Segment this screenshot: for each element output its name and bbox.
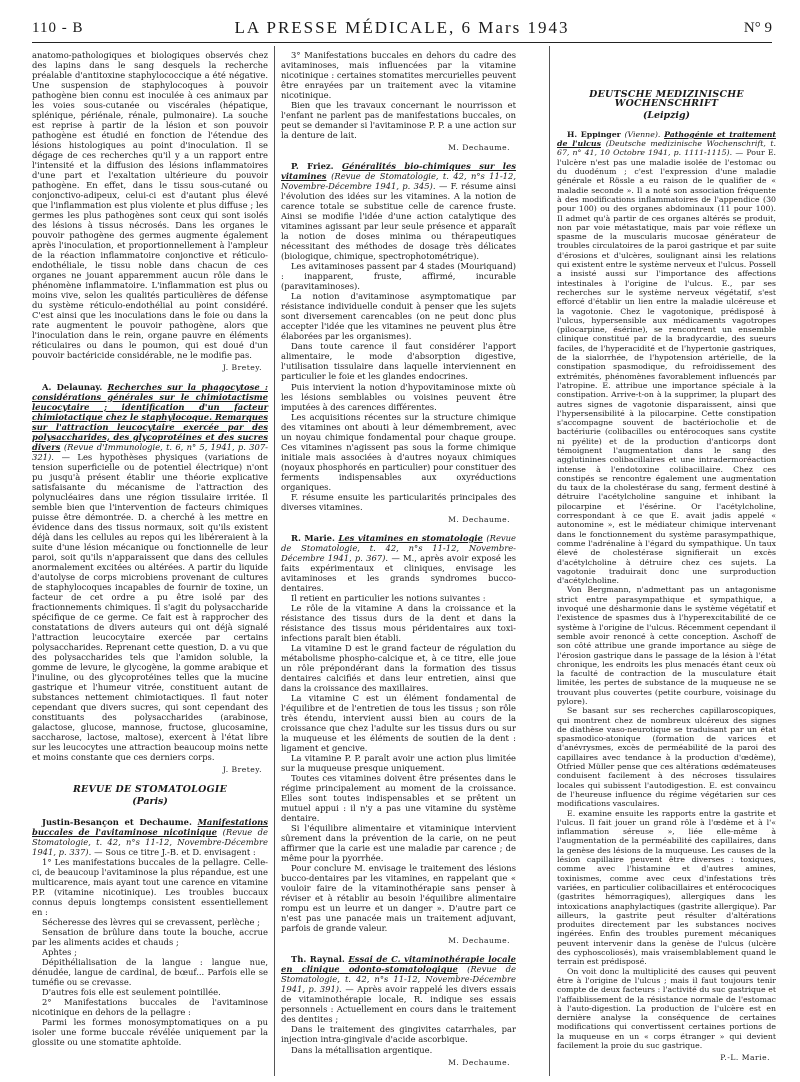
paragraph: D'autres fois elle est seulement pointillée. [42, 987, 221, 998]
paragraph: Les avitaminoses passent par 4 stades (Mouriquand) : inapparent, fruste, affirmé, incurable (paravitaminoses). [281, 261, 516, 292]
article-reference: (Revue de Stomatologie, t. 42, n°s 11-12, Novembre-Décembre 1941, p. 391). [281, 964, 516, 995]
paragraph: La vitamine D est le grand facteur de régulation du métabolisme phospho-calcique et, à ce titre, elle joue un rôle prépondérant dans la formation des tissus dentaires calcifiés et dans leur entretien, ainsi que dans la croissance des maxillaires. [281, 642, 516, 693]
section-title: REVUE DE STOMATOLOGIE [72, 784, 228, 796]
paragraph: 1° Les manifestations buccales de la pellagre. Celle-ci, de beaucoup l'avitaminose la plus répandue, est une multicarence, mais ayant tout une carence en vitamine P.P. (vitamine nicotinique). Les troubles buccaux connus depuis longtemps consistent essentiellement en : [32, 857, 268, 918]
author-location: (Vienne). [624, 129, 661, 139]
article-title: Recherches sur la phagocytose : considérations générales sur le chimiotactisme leucocytaire ; identification d'un facteur chimiotactique chez le staphylocoque. Remarques sur l'attraction leucocytaire exercée par des polysaccharides, des glycoprotéines et des sucres divers [32, 381, 268, 452]
article-reference: (Revue d'Immunologie, t. 6, n° 5, 1941, p. 307-321). [32, 441, 268, 462]
article-reference: (Revue de Stomatologie, t. 42, n°s 11-12, Novembre-Décembre 1941, p. 345). [281, 171, 516, 192]
article-title: Manifestations buccales de l'avitaminose nicotinique [32, 817, 268, 838]
paragraph: Se basant sur ses recherches capillaroscopiques, qui montrent chez de nombreux ulcéreux des signes de diathèse vaso-neurotique se traduisant par un état spasmodico-atonique (formation de varices et d'anévrysmes, excès de perméabilité de la paroi des capillaires avec tendance à la production d'œdème), Otfried Müller pense que ces altérations œdémateuses conduisent facilement à des nécroses tissulaires locales qui subissent l'autodigestion. E. est convaincu de l'heureuse influence du régime végétarien sur ces modifications vasculaires. [557, 706, 776, 809]
article-reference: (Revue de Stomatologie, t. 42, n°s 11-12, Novembre-Décembre 1941, p. 337). [32, 827, 269, 858]
column-3 [557, 50, 776, 1071]
paragraph: La vitamine P. P. paraît avoir une action plus limitée sur la muqueuse presque uniquement. [281, 753, 516, 774]
paragraph: Aphtes ; [42, 947, 77, 958]
column-1 [32, 50, 268, 1048]
column-divider [274, 46, 275, 1076]
column-2 [281, 50, 516, 1076]
paragraph: Puis intervient la notion d'hypovitaminose mixte où les lésions semblables ou voisines peuvent être imputées à des carences différentes. [281, 381, 516, 412]
article-body: — F. résume ainsi l'évolution des idées sur les vitamines. A la notion de carence totale se substitue celle de carence fruste. Ainsi se modifie l'idée d'une action catalytique des vitamines agissant par leur seule présence et apparaît la notion de doses minima ou thérapeutiques nécessitant des méthodes de dosage très délicates (biologique, chimique, spectrophotométrique). [281, 181, 516, 262]
author-signature: J. Bretey. [222, 765, 262, 775]
article-title: Pathogénie et traitement de l'ulcus [557, 129, 776, 149]
article-title: Généralités bio-chimiques sur les vitamines [281, 161, 517, 182]
article-heading [281, 954, 516, 1024]
article-author: Justin-Besançon et Dechaume. [42, 817, 192, 828]
article-body: — Après avoir rappelé les divers essais de vitaminothérapie locale, R. indique ses essais personnels : Actuellement en cours dans le traitement des dentites ; [281, 984, 516, 1025]
article-heading [557, 130, 776, 586]
article-title: Essai de C. vitaminothérapie locale en clinique odonto-stomatologique [281, 954, 517, 975]
article-author: A. Delaunay. [42, 381, 103, 392]
paragraph: Les acquisitions récentes sur la structure chimique des vitamines ont abouti à leur démembrement, avec un noyau chimique fondamental pour chaque groupe. Ces vitamines n'agissent pas sous la forme chimique initiale mais associées à d'autres noyaux chimiques (noyaux phosphorés en particulier) pour constituer des ferments indispensables aux oxyréductions organiques. [281, 411, 516, 492]
article-reference: (Revue de Stomatologie, t. 42, n°s 11-12, Novembre-Décembre 1941, p. 367). [281, 532, 517, 563]
paragraph: Von Bergmann, n'admettant pas un antagonisme strict entre parasympathique et sympathique, a invoqué une désharmonie dans le système végétatif et l'existence de spasmes dus à l'hyperexcitabilité de ce système à l'origine de l'ulcus. Récemment cependant il semble avoir renoncé à cette conception. Aschoff de son côté attribue une grande importance au siège de l'érosion gastrique dans le passage de la lésion à l'état chronique, les endroits les plus menacés étant ceux où la faculté de contraction de la musculature était limitée, les pertes de substance de la muqueuse ne se trouvant plus couvertes (petite courbure, voisinage du pylore). [557, 585, 776, 706]
article-reference: (Deutsche medizinische Wochenschrift, t. 67, n° 41, 10 Octobre 1941, p. 1111-1115). [557, 139, 776, 158]
paragraph: 2° Manifestations buccales de l'avitaminose nicotinique en dehors de la pellagre : [32, 997, 268, 1018]
article-heading [32, 382, 268, 763]
paragraph: La vitamine C est un élément fondamental de l'équilibre et de l'entretien de tous les tissus ; son rôle très étendu, intervient aussi bien au cours de la croissance que chez l'adulte sur les tissus durs ou sur la muqueuse et les éléments de soutien de la dent : ligament et gencive. [281, 692, 516, 754]
paragraph: La notion d'avitaminose asymptomatique par résistance individuelle conduit à penser que les sujets sont diversement carencables (on ne peut donc plus accepter l'idée que les vitamines ne peuvent plus être élaborées par les organismes). [281, 291, 516, 342]
paragraph: Le rôle de la vitamine A dans la croissance et la résistance des tissus durs de la dent et dans la résistance des tissus mous péridentaires aux toxi-infections paraît bien établi. [281, 602, 516, 643]
paragraph: Toutes ces vitamines doivent être présentes dans le régime principalement au moment de la croissance. Elles sont toutes indispensables et se prêtent un mutuel appui : il n'y a pas une vitamine du système dentaire. [281, 773, 516, 824]
issue-number: N° 9 [743, 20, 772, 36]
section-subtitle: (Leipzig) [643, 109, 690, 121]
paragraph: Bien que les travaux concernant le nourrisson et l'enfant ne parlent pas de manifestations buccales, on peut se demander si l'avitaminose P. P. a une action sur la denture de lait. [281, 100, 516, 141]
article-body: — M., après avoir exposé les faits expérimentaux et cliniques, envisage les avitaminoses et les grands syndromes bucco-dentaires. [281, 552, 516, 593]
paragraph: Sensation de brûlure dans toute la bouche, accrue par les aliments acides et chauds ; [32, 927, 268, 948]
author-signature: J. Bretey. [222, 363, 262, 373]
paragraph: Dans toute carence il faut considérer l'apport alimentaire, le mode d'absorption digestive, l'utilisation tissulaire dans laquelle interviennent en particulier le foie et les glandes endocrines. [281, 341, 516, 382]
paragraph: Sécheresse des lèvres qui se crevassent, perlèche ; [42, 917, 260, 928]
paragraph: Il retient en particulier les notions suivantes : [291, 592, 486, 603]
article-heading [281, 161, 516, 261]
article-body: — Sous ce titre J.-B. et D. envisagent : [94, 847, 256, 858]
paragraph: E. examine ensuite les rapports entre la gastrite et l'ulcus. Il fait jouer un grand rôle à l'œdème et à l'« inflammation séreuse », liée elle-même à l'augmentation de la perméabilité des capillaires, dans la genèse des lésions de la muqueuse. Les causes de la lésion capillaire peuvent être diverses : toxiques, comme avec l'histamine et d'autres amines, toxinismes, comme avec ceux d'infestations très variées, en particulier colibacillaires et entérocociques (gastrites hémorragiques), allergiques dans les intoxications anaphylactiques (gastrite allergique). Par ailleurs, la gastrite peut résulter d'altérations produites directement par les substances nocives ingérées. Enfin des troubles purement mécaniques peuvent intervenir dans la genèse de l'ulcus (ulcère des cyphoscoliosés), mais vraisemblablement quand le terrain est prédisposé. [557, 808, 776, 967]
article-title: Les vitamines en stomatologie [338, 532, 483, 543]
page-number: 110 - B [32, 20, 84, 36]
paragraph: F. résume ensuite les particularités principales des diverses vitamines. [281, 491, 516, 512]
article-author: H. Eppinger [567, 129, 621, 139]
author-signature: M. Dechaume. [448, 514, 510, 524]
article-heading [32, 817, 268, 857]
article-heading [281, 533, 516, 593]
author-signature: M. Dechaume. [448, 936, 510, 946]
column-divider [549, 46, 550, 1076]
paragraph: anatomo-pathologiques et biologiques observés chez des lapins dans le sang desquels la recherche préalable d'antitoxine staphylococcique a été négative. Une suspension de staphylocoques à pouvoir pathogène bien connu est inoculée à ces animaux par les voies sous-cutanée ou viscérales (hépatique, splénique, périénale, rénale, pulmonaire). La souche est reprise à partir de la lésion et son pouvoir pathogène est étudié en fonction de l'étendue des lésions histologiques au point d'inoculation. Il se dégage de ces recherches qu'il y a un rapport entre l'intensité et la diffusion des lésions inflammatoires d'une part et l'exaltation ultérieure du pouvoir pathogène. En effet, dans le tissu sous-cutané ou conjonctivo-adipeux, celui-ci est d'autant plus élevé que l'inflammation est plus violente et plus diffuse ; les germes les plus pathogènes sont ceux qui sont isolés des lésions à tissus nécrosés. Dans les organes le pouvoir pathogène des germes augmente également après l'inoculation, et proportionnellement à l'ampleur de la réaction inflammatoire conjonctive et réticulo-endothéliale, le tissu noble dans chacun de ces organes ne jouant apparemment aucun rôle dans le phénomène inflammatoire. L'inflammation est plus ou moins vive, selon les qualités particulières de défense du système réticulo-endothélial au point considéré. C'est ainsi que les inoculations dans le foie ou dans la rate augmentent le pouvoir pathogène, alors que l'inoculation dans le rein, organe pauvre en éléments réticulaires ou dans le poumon, qui est doué d'un pouvoir bactéricide considérable, ne le modifie pas. [32, 50, 268, 361]
section-subtitle: (Paris) [132, 796, 168, 808]
paragraph: On voit donc la multiplicité des causes qui peuvent être à l'origine de l'ulcus ; mais il faut toujours tenir compte de deux facteurs : l'activité du suc gastrique et l'affaiblissement de la résistance normale de l'estomac à l'auto-digestion. La production de l'ulcère est en dernière analyse la conséquence de certaines modifications qui convertissent certaines portions de la muqueuse en un « corps étranger » qui devient facilement la proie du suc gastrique. [557, 966, 776, 1050]
paragraph: Parmi les formes monosymptomatiques on a pu isoler une forme buccale révélée uniquement par la glossite ou une stomatite aphtoïde. [32, 1017, 268, 1048]
author-signature: M. Dechaume. [448, 1057, 510, 1067]
paragraph: Dépithélialisation de la langue : langue nue, dénudée, langue de cardinal, de bœuf... Parfois elle se tuméfie ou se crevasse. [32, 957, 268, 988]
section-title: DEUTSCHE MEDIZINISCHE WOCHENSCHRIFT [589, 89, 744, 110]
paragraph: 3° Manifestations buccales en dehors du cadre des avitaminoses, mais influencées par la vitamine nicotinique : certaines stomatites mercurielles peuvent être enrayées par un traitement avec la vitamine nicotinique. [281, 50, 516, 101]
article-author: Th. Raynal. [291, 954, 345, 965]
paragraph: Si l'équilibre alimentaire et vitaminique intervient sûrement dans la prévention de la carie, on ne peut affirmer que la carie est une maladie par carence ; de même pour la pyorrhée. [281, 823, 516, 864]
author-signature: M. Dechaume. [448, 143, 510, 153]
article-author: R. Marie. [291, 532, 335, 543]
article-body: — Pour E. l'ulcère n'est pas une maladie isolée de l'estomac ou du duodénum ; c'est l'expression d'une maladie générale et Rössle a eu raison de le qualifier de « maladie seconde ». Il a noté son association fréquente à des modifications inflammatoires de l'appendice (30 pour 100) ou des organes abdominaux (11 pour 100). Il admet qu'à partir de ces organes altérés se produit, non par voie métastatique, mais par voie réflexe un spasme de la muscularis mucosae générateur de troubles circulatoires de la paroi gastrique et par suite d'érosions et d'ulcères, soulignant ainsi les relations qui existent entre le système nerveux et l'ulcus. Possell a insisté aussi sur l'importance des affections intestinales à l'origine de l'ulcus. E., par ses recherches sur le système nerveux végétatif, s'est efforcé d'établir un lien entre la maladie ulcéreuse et la vagotonie. Chez le vagotonique, prédisposé à l'ulcus, hypersensible aux médicaments vagotropes (pilocarpine, ésérine), se rencontrent un ensemble clinique constitué par de la bradycardie, des sueurs faciles, de l'hyperacidité et de l'hypertonie gastriques, de la sialorrhée, de l'hypotension artérielle, de la constipation spasmodique, du refroidissement des extrémités, phénomènes favorablement influencés par l'atropine. E. attribue une importance spéciale à la constipation. Arrive-t-on à la supprimer, la plupart des autres signes de vagotonie disparaissent, ainsi que l'hypersensibilité à la pilocarpine. Cette constipation s'accompagne souvent de bactériocholie et de bactériurie (colibacilles ou entérocoques sans cystite ni pyélite) et de la production d'anticorps dont témoignent l'augmentation dans le sang des agglutinines colibacillaires et une intradermoréaction intense à l'endotoxine colibacillaire. Chez ces constipés se rencontre également une augmentation du taux de la cholestérase du sang, ferment destiné à détruire l'acétylcholine sanguine et inhibant la pilocarpine et l'ésérine. Or l'acétylcholine, correspondant à ce que E. avait jadis appelé « autonomine », est le médiateur chimique intervenant dans le fonctionnement du système parasympathique, comme l'adrénaline à l'égard du sympathique. Un taux élevé de cholestérase signifierait un excès d'acétylcholine à détruire chez ces sujets. La vagotonie traduirait donc une surproduction d'acétylcholine. [557, 148, 776, 586]
paragraph: Pour conclure M. envisage le traitement des lésions bucco-dentaires par les vitamines, en rappelant que « vouloir faire de la vitaminothérapie sans penser à réviser et à rétablir au besoin l'équilibre alimentaire rompu est un leurre et un danger ». D'autre part ce n'est pas une panacée mais un traitement adjuvant, parfois de grande valeur. [281, 863, 516, 934]
author-signature: P.-L. Marie. [720, 1053, 770, 1063]
paragraph: Dans la métallisation argentique. [291, 1044, 433, 1055]
header-rule [32, 42, 772, 43]
article-body: — Les hypothèses physiques (variations de tension superficielle ou de potentiel électrique) n'ont pu jusqu'à présent établir une théorie explicative satisfaisante du mécanisme de l'attraction des polynucléaires dans une région tissulaire irritée. Il semble bien que l'intervention de facteurs chimiques puisse être démontrée. D. a cherché à les mettre en évidence dans des tissus normaux, soit qu'ils existent déjà dans les cellules au repos qui les libéreraient à la suite d'une lésion mécanique ou fonctionnelle de leur paroi, soit qu'ils n'apparaissent que dans des cellules anormalement excitées ou altérées. A partir du liquide d'autolyse de corps microbiens provenant de cultures de staphylocoques incapables de fournir de toxine, un facteur de cet ordre a pu être isolé par des fractionnements chimiques. Il s'agit du polysaccharide spécifique de ce germe. Ce fait est à rapprocher des constatations de divers auteurs qui ont déjà signalé l'attraction leucocytaire exercée par certains polysaccharides. Reprenant cette question, D. a vu que des polysaccharides tels que l'amidon soluble, la gomme de levure, le glycogène, la gomme arabique et l'inuline, ou des glycoprotéines telles que la mucine gastrique et l'humeur vitrée, constituent autant de substances nettement chimiotactiques. Il faut noter cependant que divers sucres, qui sont cependant des constituants des polysaccharides (arabinose, galactose, glucose, mannose, fructose, glucosamine, saccharose, lactose, maltose), exercent à l'état libre sur les leucocytes une attraction beaucoup moins nette et moins constante que ces derniers corps. [32, 451, 268, 763]
journal-title: LA PRESSE MÉDICALE, 6 Mars 1943 [234, 18, 570, 37]
paragraph: Dans le traitement des gingivites catarrhales, par injection intra-gingivale d'acide ascorbique. [281, 1024, 516, 1045]
article-author: P. Friez. [291, 161, 334, 172]
page-header [32, 18, 772, 40]
